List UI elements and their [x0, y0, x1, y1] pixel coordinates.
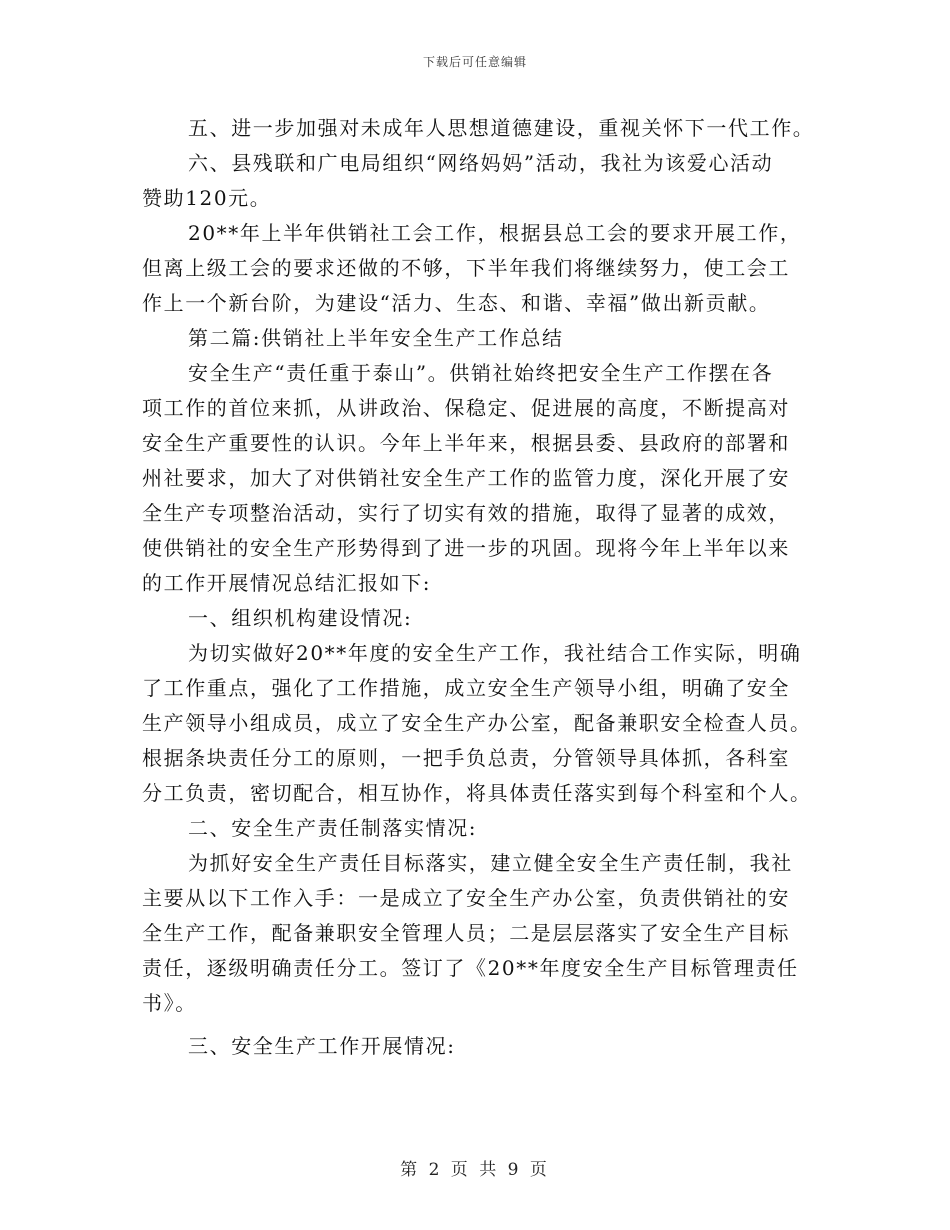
- paragraph-line: 生产领导小组成员，成立了安全生产办公室，配备兼职安全检查人员。: [142, 711, 812, 735]
- paragraph-line: 全生产专项整治活动，实行了切实有效的措施，取得了显著的成效，: [142, 501, 790, 525]
- paragraph-line: 主要从以下工作入手：一是成立了安全生产办公室，负责供销社的安: [142, 886, 790, 910]
- page-header: 下载后可任意编辑: [422, 55, 527, 69]
- section-title: 第二篇:供销社上半年安全生产工作总结: [188, 326, 564, 350]
- page-number: 第 2 页 共 9 页: [400, 1160, 550, 1180]
- paragraph-line: 赞助120元。: [142, 186, 272, 210]
- paragraph-line: 为抓好安全生产责任目标落实，建立健全安全生产责任制，我社: [188, 851, 793, 875]
- paragraph-line: 全生产工作，配备兼职安全管理人员；二是层层落实了安全生产目标: [142, 921, 790, 945]
- paragraph-line: 了工作重点，强化了工作措施，成立安全生产领导小组，明确了安全: [142, 676, 790, 700]
- paragraph-line: 为切实做好20**年度的安全生产工作，我社结合工作实际，明确: [188, 641, 802, 665]
- paragraph-line: 根据条块责任分工的原则，一把手负总责，分管领导具体抓，各科室: [142, 746, 790, 770]
- paragraph-line: 六、县残联和广电局组织“网络妈妈”活动，我社为该爱心活动: [188, 151, 774, 175]
- paragraph-line: 使供销社的安全生产形势得到了进一步的巩固。现将今年上半年以来: [142, 536, 790, 560]
- paragraph-line: 五、进一步加强对未成年人思想道德建设，重视关怀下一代工作。: [188, 116, 815, 140]
- paragraph-line: 作上一个新台阶，为建设“活力、生态、和谐、幸福”做出新贡献。: [142, 291, 771, 315]
- paragraph-line: 20**年上半年供销社工会工作，根据县总工会的要求开展工作，: [188, 221, 802, 245]
- paragraph-line: 的工作开展情况总结汇报如下:: [142, 571, 432, 595]
- section-heading: 二、安全生产责任制落实情况:: [188, 816, 478, 840]
- paragraph-line: 但离上级工会的要求还做的不够，下半年我们将继续努力，使工会工: [142, 256, 790, 280]
- paragraph-line: 责任，逐级明确责任分工。签订了《20**年度安全生产目标管理责任: [142, 956, 799, 980]
- paragraph-gap: [142, 1021, 812, 1029]
- paragraph-line: 安全生产重要性的认识。今年上半年来，根据县委、县政府的部署和: [142, 431, 790, 455]
- paragraph-line: 安全生产“责任重于泰山”。供销社始终把安全生产工作摆在各: [188, 361, 774, 385]
- paragraph-line: 州社要求，加大了对供销社安全生产工作的监管力度，深化开展了安: [142, 466, 790, 490]
- section-heading: 一、组织机构建设情况:: [188, 606, 413, 630]
- section-heading: 三、安全生产工作开展情况:: [188, 1034, 456, 1058]
- paragraph-line: 项工作的首位来抓，从讲政治、保稳定、促进展的高度，不断提高对: [142, 396, 790, 420]
- paragraph-line: 分工负责，密切配合，相互协作，将具体责任落实到每个科室和个人。: [142, 781, 812, 805]
- paragraph-line: 书》。: [142, 991, 197, 1015]
- document-body: [142, 111, 815, 1064]
